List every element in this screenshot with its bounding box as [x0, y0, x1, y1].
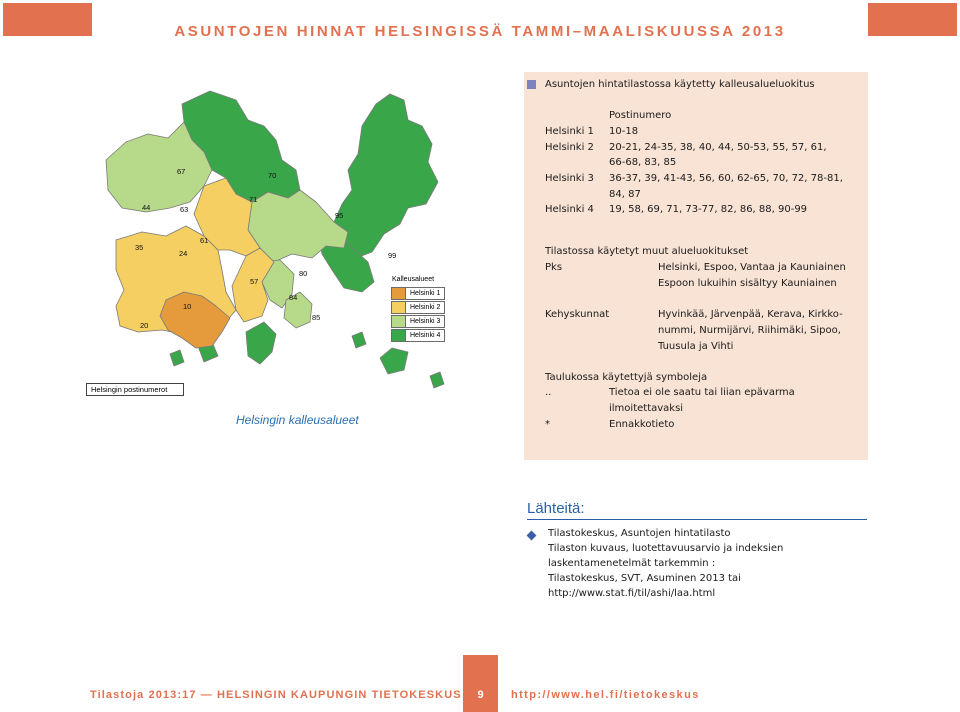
footer-link[interactable]: http://www.hel.fi/tietokeskus [511, 689, 700, 701]
symbol-description: Ennakkotieto [609, 419, 675, 430]
source-line: Tilaston kuvaus, luotettavuusarvio ja indeksien [548, 543, 784, 554]
symbol: * [545, 419, 550, 430]
legend-item-helsinki-1 [391, 287, 445, 300]
svg-text:70: 70 [268, 171, 277, 180]
legend-title: Kalleusalueet [392, 276, 435, 283]
legend-label: Helsinki 1 [410, 290, 441, 297]
sources-title: Lähteitä: [527, 500, 585, 517]
class-postcodes: 84, 87 [609, 189, 641, 200]
source-line: laskentamenetelmät tarkemmin : [548, 558, 716, 569]
legend-swatch [392, 288, 406, 299]
map-region-helsinki-4-island-4 [352, 332, 366, 348]
class-name: Helsinki 3 [545, 173, 594, 184]
legend-item-helsinki-4 [391, 329, 445, 342]
svg-text:35: 35 [135, 243, 144, 252]
legend-label: Helsinki 3 [410, 318, 441, 325]
map-region-helsinki-4-east [334, 94, 438, 258]
info-bullet-icon [527, 80, 536, 89]
legend-label: Helsinki 4 [410, 332, 441, 339]
class-postcodes: 19, 58, 69, 71, 73-77, 82, 86, 88, 90-99 [609, 204, 808, 215]
source-line: Tilastokeskus, Asuntojen hintatilasto [548, 528, 731, 539]
legend-label: Helsinki 2 [410, 304, 441, 311]
other-classifications-title: Tilastossa käytetyt muut alueluokitukset [545, 246, 749, 257]
svg-text:20: 20 [140, 321, 149, 330]
page-number: 9 [477, 689, 484, 701]
legend-item-helsinki-2 [391, 301, 445, 314]
source-line: Tilastokeskus, SVT, Asuminen 2013 tai [548, 573, 741, 584]
class-name: Helsinki 1 [545, 126, 594, 137]
info-heading: Asuntojen hintatilastossa käytetty kalleusalueluokitus [545, 79, 815, 90]
map-region-helsinki-4-island-5 [170, 350, 184, 366]
symbol-description: ilmoitettavaksi [609, 403, 684, 414]
postinumero-header: Postinumero [609, 110, 672, 121]
map-legend [391, 274, 445, 342]
svg-text:95: 95 [335, 211, 344, 220]
class-name: Helsinki 4 [545, 204, 594, 215]
class-postcodes: 20-21, 24-35, 38, 40, 44, 50-53, 55, 57, 61, [609, 142, 827, 153]
other-class-description: Espoon lukuihin sisältyy Kauniainen [658, 278, 837, 289]
class-postcodes: 10-18 [609, 126, 639, 137]
source-link[interactable]: http://www.stat.fi/til/ashi/laa.html [548, 588, 716, 599]
symbol-description: Tietoa ei ole saatu tai liian epävarma [609, 387, 795, 398]
svg-text:10: 10 [183, 302, 192, 311]
svg-text:85: 85 [312, 313, 321, 322]
other-class-name: Pks [545, 262, 563, 273]
class-postcodes: 36-37, 39, 41-43, 56, 60, 62-65, 70, 72, 78-81, [609, 173, 843, 184]
sources-divider [527, 519, 867, 520]
other-class-name: Kehyskunnat [545, 309, 610, 320]
other-class-description: Hyvinkää, Järvenpää, Kerava, Kirkko- [658, 309, 843, 320]
legend-swatch [392, 330, 406, 341]
map-caption: Helsingin kalleusalueet [236, 413, 359, 427]
other-class-description: nummi, Nurmijärvi, Riihimäki, Sipoo, [658, 325, 841, 336]
map-region-helsinki-4-island-2 [380, 348, 408, 374]
svg-text:80: 80 [299, 269, 308, 278]
diamond-bullet-icon [527, 531, 537, 541]
symbols-title: Taulukossa käytettyjä symboleja [545, 372, 708, 383]
svg-text:24: 24 [179, 249, 188, 258]
other-class-description: Tuusula ja Vihti [658, 341, 734, 352]
map-region-helsinki-4-island-3 [430, 372, 444, 388]
page-number-box [463, 655, 498, 712]
classification-info-box [524, 72, 868, 460]
legend-item-helsinki-3 [391, 315, 445, 328]
legend-swatch [392, 302, 406, 313]
footer-publication: Tilastoja 2013:17 — HELSINGIN KAUPUNGIN TIETOKESKUS [90, 689, 462, 701]
svg-text:99: 99 [388, 251, 397, 260]
svg-text:44: 44 [142, 203, 151, 212]
svg-text:67: 67 [177, 167, 186, 176]
svg-text:84: 84 [289, 293, 298, 302]
svg-text:71: 71 [249, 195, 258, 204]
symbol: .. [545, 387, 552, 398]
postal-codes-label: Helsingin postinumerot [86, 383, 184, 396]
legend-swatch [392, 316, 406, 327]
page-title: ASUNTOJEN HINNAT HELSINGISSÄ TAMMI–MAALISKUUSSA 2013 [174, 23, 786, 40]
svg-text:63: 63 [180, 205, 189, 214]
class-name: Helsinki 2 [545, 142, 594, 153]
other-class-description: Helsinki, Espoo, Vantaa ja Kauniainen [658, 262, 846, 273]
class-postcodes: 66-68, 83, 85 [609, 157, 677, 168]
svg-text:61: 61 [200, 236, 209, 245]
svg-text:57: 57 [250, 277, 259, 286]
map-region-helsinki-4-south [246, 322, 276, 364]
